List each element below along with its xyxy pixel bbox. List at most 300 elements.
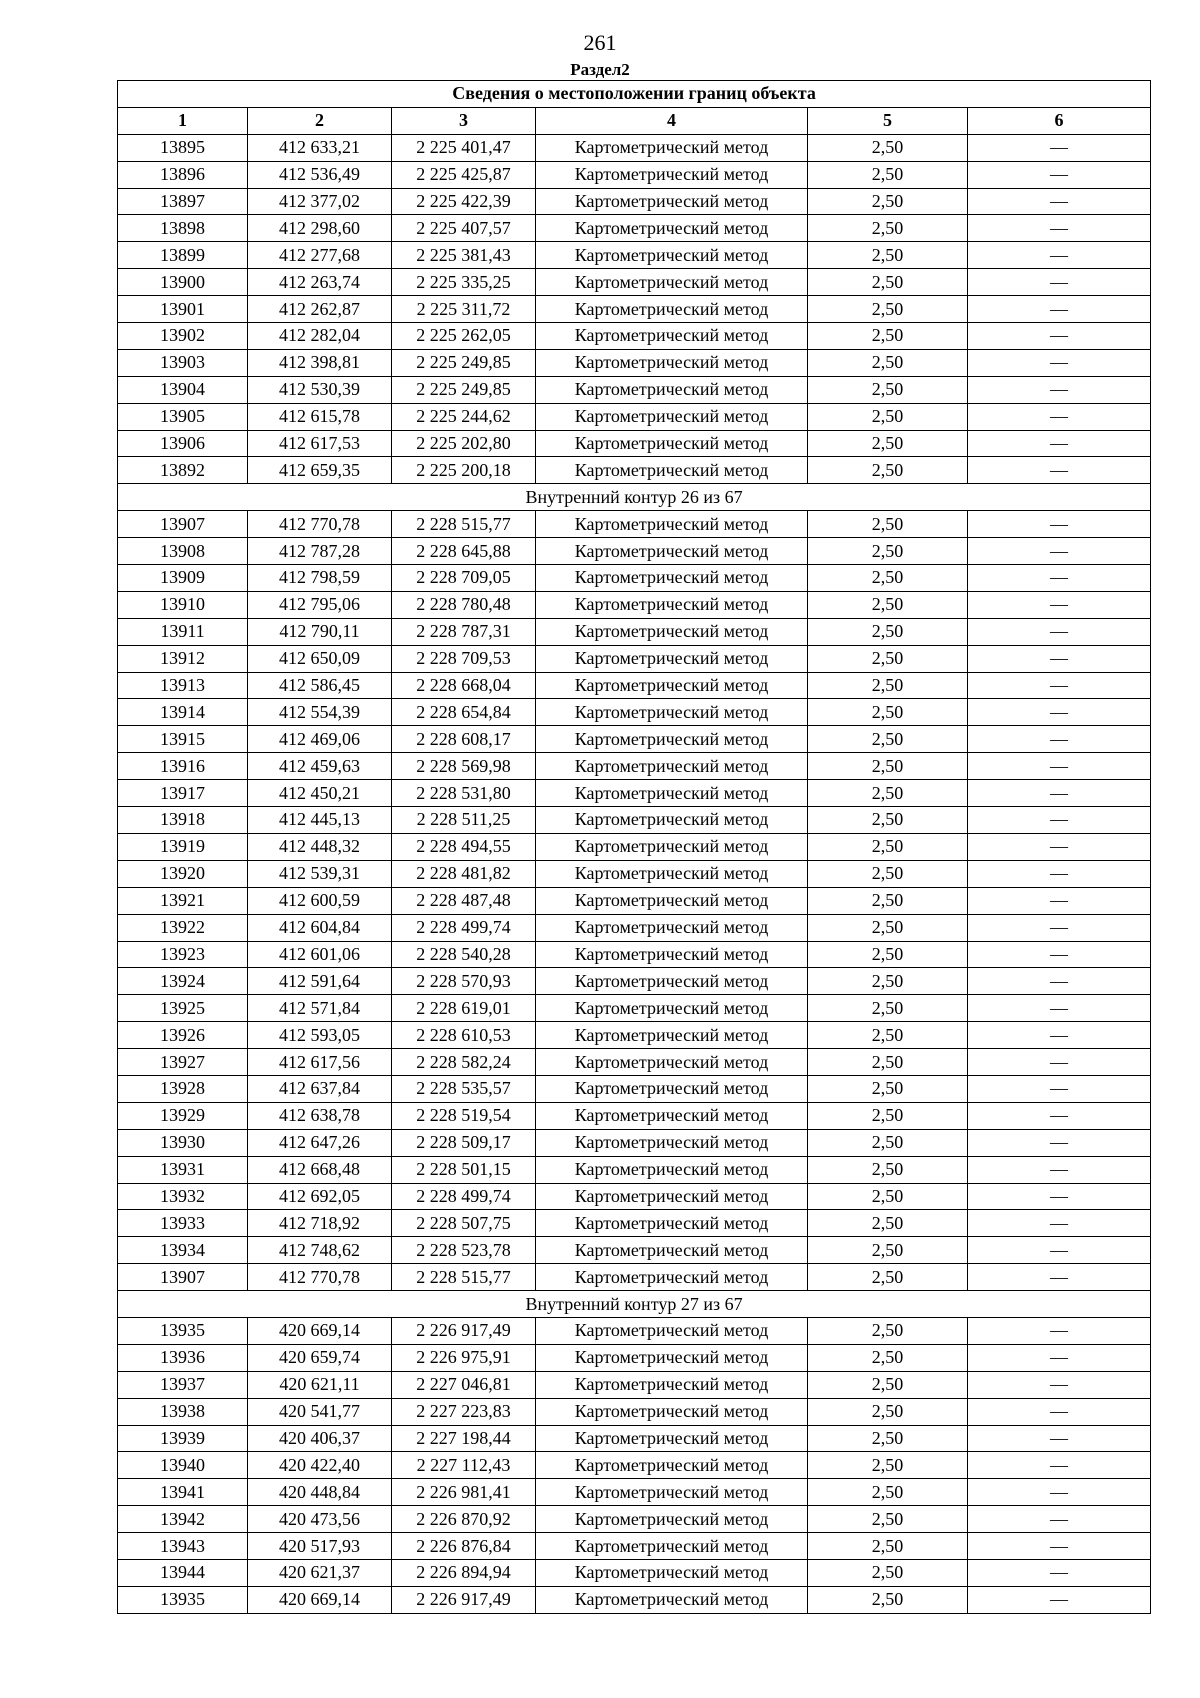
table-row: [118, 1425, 1151, 1452]
point-number-cell: 13923: [118, 941, 248, 968]
table-row: [118, 645, 1151, 672]
method-cell: Картометрический метод: [536, 780, 808, 807]
accuracy-cell: 2,50: [808, 242, 968, 269]
point-number-cell: 13897: [118, 188, 248, 215]
method-cell: Картометрический метод: [536, 349, 808, 376]
method-cell: Картометрический метод: [536, 1425, 808, 1452]
description-cell: —: [968, 1371, 1151, 1398]
method-cell: Картометрический метод: [536, 591, 808, 618]
method-cell: Картометрический метод: [536, 699, 808, 726]
table-row: [118, 1075, 1151, 1102]
description-cell: —: [968, 1183, 1151, 1210]
method-cell: Картометрический метод: [536, 1586, 808, 1613]
method-cell: Картометрический метод: [536, 1533, 808, 1560]
point-number-cell: 13905: [118, 403, 248, 430]
point-number-cell: 13940: [118, 1452, 248, 1479]
description-cell: —: [968, 188, 1151, 215]
point-number-cell: 13913: [118, 672, 248, 699]
accuracy-cell: 2,50: [808, 1264, 968, 1291]
description-cell: —: [968, 269, 1151, 296]
table-row: [118, 591, 1151, 618]
table-row: [118, 1156, 1151, 1183]
description-cell: —: [968, 914, 1151, 941]
description-cell: —: [968, 672, 1151, 699]
accuracy-cell: 2,50: [808, 591, 968, 618]
point-number-cell: 13939: [118, 1425, 248, 1452]
accuracy-cell: 2,50: [808, 807, 968, 834]
method-cell: Картометрический метод: [536, 1075, 808, 1102]
accuracy-cell: 2,50: [808, 1452, 968, 1479]
table-row: [118, 1559, 1151, 1586]
point-number-cell: 13919: [118, 833, 248, 860]
y-coordinate-cell: 2 228 519,54: [392, 1102, 536, 1129]
point-number-cell: 13931: [118, 1156, 248, 1183]
accuracy-cell: 2,50: [808, 376, 968, 403]
x-coordinate-cell: 412 647,26: [248, 1129, 392, 1156]
description-cell: —: [968, 161, 1151, 188]
x-coordinate-cell: 412 448,32: [248, 833, 392, 860]
table-row: [118, 618, 1151, 645]
table-row: [118, 161, 1151, 188]
x-coordinate-cell: 420 659,74: [248, 1344, 392, 1371]
table-row: [118, 457, 1151, 484]
point-number-cell: 13935: [118, 1586, 248, 1613]
description-cell: —: [968, 376, 1151, 403]
accuracy-cell: 2,50: [808, 538, 968, 565]
x-coordinate-cell: 420 669,14: [248, 1586, 392, 1613]
description-cell: —: [968, 780, 1151, 807]
point-number-cell: 13896: [118, 161, 248, 188]
description-cell: —: [968, 1533, 1151, 1560]
x-coordinate-cell: 412 770,78: [248, 511, 392, 538]
description-cell: —: [968, 1452, 1151, 1479]
accuracy-cell: 2,50: [808, 1506, 968, 1533]
accuracy-cell: 2,50: [808, 887, 968, 914]
method-cell: Картометрический метод: [536, 538, 808, 565]
accuracy-cell: 2,50: [808, 269, 968, 296]
accuracy-cell: 2,50: [808, 618, 968, 645]
x-coordinate-cell: 412 659,35: [248, 457, 392, 484]
method-cell: Картометрический метод: [536, 1344, 808, 1371]
method-cell: Картометрический метод: [536, 161, 808, 188]
table-row: [118, 215, 1151, 242]
table-header-row: [118, 107, 1151, 134]
table-row: [118, 1506, 1151, 1533]
table-row: [118, 1183, 1151, 1210]
accuracy-cell: 2,50: [808, 1102, 968, 1129]
description-cell: —: [968, 1075, 1151, 1102]
y-coordinate-cell: 2 228 610,53: [392, 1022, 536, 1049]
description-cell: —: [968, 134, 1151, 161]
table-row: [118, 565, 1151, 592]
table-row: [118, 833, 1151, 860]
table-row: [118, 1022, 1151, 1049]
description-cell: —: [968, 591, 1151, 618]
y-coordinate-cell: 2 225 244,62: [392, 403, 536, 430]
y-coordinate-cell: 2 225 401,47: [392, 134, 536, 161]
method-cell: Картометрический метод: [536, 887, 808, 914]
method-cell: Картометрический метод: [536, 726, 808, 753]
point-number-cell: 13928: [118, 1075, 248, 1102]
x-coordinate-cell: 412 770,78: [248, 1264, 392, 1291]
point-number-cell: 13935: [118, 1317, 248, 1344]
point-number-cell: 13908: [118, 538, 248, 565]
point-number-cell: 13906: [118, 430, 248, 457]
description-cell: —: [968, 511, 1151, 538]
x-coordinate-cell: 412 459,63: [248, 753, 392, 780]
description-cell: —: [968, 833, 1151, 860]
description-cell: —: [968, 242, 1151, 269]
column-header: 3: [392, 107, 536, 134]
accuracy-cell: 2,50: [808, 672, 968, 699]
description-cell: —: [968, 457, 1151, 484]
description-cell: —: [968, 1264, 1151, 1291]
y-coordinate-cell: 2 228 570,93: [392, 968, 536, 995]
point-number-cell: 13901: [118, 296, 248, 323]
x-coordinate-cell: 412 650,09: [248, 645, 392, 672]
y-coordinate-cell: 2 228 481,82: [392, 860, 536, 887]
description-cell: —: [968, 860, 1151, 887]
accuracy-cell: 2,50: [808, 215, 968, 242]
x-coordinate-cell: 412 718,92: [248, 1210, 392, 1237]
table-row: [118, 296, 1151, 323]
y-coordinate-cell: 2 225 249,85: [392, 376, 536, 403]
point-number-cell: 13892: [118, 457, 248, 484]
table-row: [118, 1586, 1151, 1613]
y-coordinate-cell: 2 226 876,84: [392, 1533, 536, 1560]
description-cell: —: [968, 1506, 1151, 1533]
column-header: 6: [968, 107, 1151, 134]
description-cell: —: [968, 1586, 1151, 1613]
x-coordinate-cell: 412 601,06: [248, 941, 392, 968]
x-coordinate-cell: 412 554,39: [248, 699, 392, 726]
column-header: 4: [536, 107, 808, 134]
method-cell: Картометрический метод: [536, 1102, 808, 1129]
description-cell: —: [968, 565, 1151, 592]
method-cell: Картометрический метод: [536, 430, 808, 457]
method-cell: Картометрический метод: [536, 296, 808, 323]
x-coordinate-cell: 412 277,68: [248, 242, 392, 269]
description-cell: —: [968, 1049, 1151, 1076]
point-number-cell: 13916: [118, 753, 248, 780]
accuracy-cell: 2,50: [808, 1156, 968, 1183]
method-cell: Картометрический метод: [536, 215, 808, 242]
point-number-cell: 13920: [118, 860, 248, 887]
description-cell: —: [968, 1559, 1151, 1586]
accuracy-cell: 2,50: [808, 296, 968, 323]
accuracy-cell: 2,50: [808, 134, 968, 161]
table-row: [118, 242, 1151, 269]
accuracy-cell: 2,50: [808, 780, 968, 807]
method-cell: Картометрический метод: [536, 188, 808, 215]
x-coordinate-cell: 412 282,04: [248, 323, 392, 350]
accuracy-cell: 2,50: [808, 1559, 968, 1586]
point-number-cell: 13934: [118, 1237, 248, 1264]
accuracy-cell: 2,50: [808, 323, 968, 350]
x-coordinate-cell: 412 795,06: [248, 591, 392, 618]
y-coordinate-cell: 2 226 870,92: [392, 1506, 536, 1533]
y-coordinate-cell: 2 227 046,81: [392, 1371, 536, 1398]
y-coordinate-cell: 2 226 917,49: [392, 1317, 536, 1344]
x-coordinate-cell: 412 591,64: [248, 968, 392, 995]
table-row: [118, 1264, 1151, 1291]
y-coordinate-cell: 2 225 262,05: [392, 323, 536, 350]
table-row: [118, 1533, 1151, 1560]
method-cell: Картометрический метод: [536, 995, 808, 1022]
y-coordinate-cell: 2 225 425,87: [392, 161, 536, 188]
point-number-cell: 13942: [118, 1506, 248, 1533]
point-number-cell: 13932: [118, 1183, 248, 1210]
x-coordinate-cell: 412 298,60: [248, 215, 392, 242]
boundary-coordinates-table: [117, 80, 1151, 1614]
x-coordinate-cell: 412 263,74: [248, 269, 392, 296]
method-cell: Картометрический метод: [536, 968, 808, 995]
method-cell: Картометрический метод: [536, 1022, 808, 1049]
table-row: [118, 511, 1151, 538]
table-row: [118, 1129, 1151, 1156]
accuracy-cell: 2,50: [808, 1183, 968, 1210]
method-cell: Картометрический метод: [536, 269, 808, 296]
x-coordinate-cell: 420 621,37: [248, 1559, 392, 1586]
y-coordinate-cell: 2 228 709,53: [392, 645, 536, 672]
table-row: [118, 914, 1151, 941]
method-cell: Картометрический метод: [536, 1452, 808, 1479]
x-coordinate-cell: 412 748,62: [248, 1237, 392, 1264]
x-coordinate-cell: 420 517,93: [248, 1533, 392, 1560]
description-cell: —: [968, 1210, 1151, 1237]
x-coordinate-cell: 412 633,21: [248, 134, 392, 161]
point-number-cell: 13943: [118, 1533, 248, 1560]
method-cell: Картометрический метод: [536, 753, 808, 780]
y-coordinate-cell: 2 228 487,48: [392, 887, 536, 914]
table-row: [118, 672, 1151, 699]
table-row: [118, 188, 1151, 215]
accuracy-cell: 2,50: [808, 403, 968, 430]
method-cell: Картометрический метод: [536, 645, 808, 672]
table-row: [118, 1371, 1151, 1398]
point-number-cell: 13924: [118, 968, 248, 995]
x-coordinate-cell: 412 637,84: [248, 1075, 392, 1102]
accuracy-cell: 2,50: [808, 699, 968, 726]
accuracy-cell: 2,50: [808, 161, 968, 188]
table-row: [118, 941, 1151, 968]
point-number-cell: 13936: [118, 1344, 248, 1371]
table-row: [118, 1344, 1151, 1371]
y-coordinate-cell: 2 228 494,55: [392, 833, 536, 860]
x-coordinate-cell: 412 617,53: [248, 430, 392, 457]
description-cell: —: [968, 1398, 1151, 1425]
accuracy-cell: 2,50: [808, 457, 968, 484]
point-number-cell: 13907: [118, 1264, 248, 1291]
method-cell: Картометрический метод: [536, 565, 808, 592]
method-cell: Картометрический метод: [536, 242, 808, 269]
description-cell: —: [968, 215, 1151, 242]
y-coordinate-cell: 2 225 381,43: [392, 242, 536, 269]
x-coordinate-cell: 412 586,45: [248, 672, 392, 699]
method-cell: Картометрический метод: [536, 1559, 808, 1586]
method-cell: Картометрический метод: [536, 618, 808, 645]
x-coordinate-cell: 420 473,56: [248, 1506, 392, 1533]
x-coordinate-cell: 412 617,56: [248, 1049, 392, 1076]
point-number-cell: 13929: [118, 1102, 248, 1129]
point-number-cell: 13902: [118, 323, 248, 350]
method-cell: Картометрический метод: [536, 376, 808, 403]
y-coordinate-cell: 2 228 511,25: [392, 807, 536, 834]
x-coordinate-cell: 412 638,78: [248, 1102, 392, 1129]
y-coordinate-cell: 2 227 112,43: [392, 1452, 536, 1479]
point-number-cell: 13922: [118, 914, 248, 941]
point-number-cell: 13927: [118, 1049, 248, 1076]
accuracy-cell: 2,50: [808, 1129, 968, 1156]
y-coordinate-cell: 2 225 407,57: [392, 215, 536, 242]
description-cell: —: [968, 1317, 1151, 1344]
point-number-cell: 13918: [118, 807, 248, 834]
y-coordinate-cell: 2 228 654,84: [392, 699, 536, 726]
x-coordinate-cell: 412 593,05: [248, 1022, 392, 1049]
y-coordinate-cell: 2 225 200,18: [392, 457, 536, 484]
y-coordinate-cell: 2 228 507,75: [392, 1210, 536, 1237]
accuracy-cell: 2,50: [808, 188, 968, 215]
y-coordinate-cell: 2 226 981,41: [392, 1479, 536, 1506]
y-coordinate-cell: 2 228 501,15: [392, 1156, 536, 1183]
accuracy-cell: 2,50: [808, 1398, 968, 1425]
y-coordinate-cell: 2 228 531,80: [392, 780, 536, 807]
method-cell: Картометрический метод: [536, 1129, 808, 1156]
y-coordinate-cell: 2 228 608,17: [392, 726, 536, 753]
y-coordinate-cell: 2 228 515,77: [392, 511, 536, 538]
table-row: [118, 726, 1151, 753]
accuracy-cell: 2,50: [808, 1344, 968, 1371]
point-number-cell: 13895: [118, 134, 248, 161]
point-number-cell: 13900: [118, 269, 248, 296]
y-coordinate-cell: 2 228 535,57: [392, 1075, 536, 1102]
method-cell: Картометрический метод: [536, 941, 808, 968]
description-cell: —: [968, 699, 1151, 726]
table-row: [118, 1452, 1151, 1479]
point-number-cell: 13909: [118, 565, 248, 592]
description-cell: —: [968, 1022, 1151, 1049]
method-cell: Картометрический метод: [536, 134, 808, 161]
x-coordinate-cell: 420 669,14: [248, 1317, 392, 1344]
table-row: [118, 376, 1151, 403]
y-coordinate-cell: 2 226 894,94: [392, 1559, 536, 1586]
description-cell: —: [968, 538, 1151, 565]
point-number-cell: 13925: [118, 995, 248, 1022]
point-number-cell: 13941: [118, 1479, 248, 1506]
y-coordinate-cell: 2 228 787,31: [392, 618, 536, 645]
page-number: 261: [583, 30, 617, 55]
table-row: [118, 1049, 1151, 1076]
x-coordinate-cell: 420 406,37: [248, 1425, 392, 1452]
contour-heading-row: [118, 484, 1151, 511]
point-number-cell: 13904: [118, 376, 248, 403]
point-number-cell: 13911: [118, 618, 248, 645]
point-number-cell: 13903: [118, 349, 248, 376]
point-number-cell: 13912: [118, 645, 248, 672]
x-coordinate-cell: 412 790,11: [248, 618, 392, 645]
description-cell: —: [968, 807, 1151, 834]
method-cell: Картометрический метод: [536, 1506, 808, 1533]
point-number-cell: 13937: [118, 1371, 248, 1398]
x-coordinate-cell: 412 615,78: [248, 403, 392, 430]
x-coordinate-cell: 420 621,11: [248, 1371, 392, 1398]
x-coordinate-cell: 412 692,05: [248, 1183, 392, 1210]
description-cell: —: [968, 968, 1151, 995]
description-cell: —: [968, 618, 1151, 645]
table-row: [118, 269, 1151, 296]
column-header: 5: [808, 107, 968, 134]
description-cell: —: [968, 726, 1151, 753]
x-coordinate-cell: 412 536,49: [248, 161, 392, 188]
y-coordinate-cell: 2 228 509,17: [392, 1129, 536, 1156]
contour-heading: Внутренний контур 26 из 67: [118, 484, 1151, 511]
accuracy-cell: 2,50: [808, 1022, 968, 1049]
accuracy-cell: 2,50: [808, 565, 968, 592]
table-row: [118, 995, 1151, 1022]
x-coordinate-cell: 412 539,31: [248, 860, 392, 887]
table-row: [118, 699, 1151, 726]
description-cell: —: [968, 1479, 1151, 1506]
description-cell: —: [968, 995, 1151, 1022]
point-number-cell: 13899: [118, 242, 248, 269]
table-row: [118, 1317, 1151, 1344]
y-coordinate-cell: 2 228 582,24: [392, 1049, 536, 1076]
table-caption: Сведения о местоположении границ объекта: [118, 81, 1151, 108]
accuracy-cell: 2,50: [808, 995, 968, 1022]
column-header: 1: [118, 107, 248, 134]
table-row: [118, 780, 1151, 807]
description-cell: —: [968, 403, 1151, 430]
y-coordinate-cell: 2 225 311,72: [392, 296, 536, 323]
table-row: [118, 323, 1151, 350]
table-row: [118, 1102, 1151, 1129]
y-coordinate-cell: 2 228 499,74: [392, 1183, 536, 1210]
description-cell: —: [968, 887, 1151, 914]
table-row: [118, 968, 1151, 995]
description-cell: —: [968, 1425, 1151, 1452]
accuracy-cell: 2,50: [808, 1237, 968, 1264]
table-row: [118, 430, 1151, 457]
x-coordinate-cell: 412 600,59: [248, 887, 392, 914]
x-coordinate-cell: 412 798,59: [248, 565, 392, 592]
description-cell: —: [968, 1344, 1151, 1371]
contour-heading: Внутренний контур 27 из 67: [118, 1291, 1151, 1318]
x-coordinate-cell: 412 445,13: [248, 807, 392, 834]
accuracy-cell: 2,50: [808, 1371, 968, 1398]
column-header: 2: [248, 107, 392, 134]
accuracy-cell: 2,50: [808, 1075, 968, 1102]
point-number-cell: 13930: [118, 1129, 248, 1156]
description-cell: —: [968, 645, 1151, 672]
y-coordinate-cell: 2 228 780,48: [392, 591, 536, 618]
description-cell: —: [968, 323, 1151, 350]
y-coordinate-cell: 2 228 515,77: [392, 1264, 536, 1291]
method-cell: Картометрический метод: [536, 511, 808, 538]
accuracy-cell: 2,50: [808, 430, 968, 457]
y-coordinate-cell: 2 226 917,49: [392, 1586, 536, 1613]
accuracy-cell: 2,50: [808, 914, 968, 941]
accuracy-cell: 2,50: [808, 349, 968, 376]
table-row: [118, 538, 1151, 565]
x-coordinate-cell: 412 604,84: [248, 914, 392, 941]
point-number-cell: 13910: [118, 591, 248, 618]
description-cell: —: [968, 1129, 1151, 1156]
accuracy-cell: 2,50: [808, 1479, 968, 1506]
description-cell: —: [968, 296, 1151, 323]
accuracy-cell: 2,50: [808, 1317, 968, 1344]
description-cell: —: [968, 1102, 1151, 1129]
accuracy-cell: 2,50: [808, 968, 968, 995]
